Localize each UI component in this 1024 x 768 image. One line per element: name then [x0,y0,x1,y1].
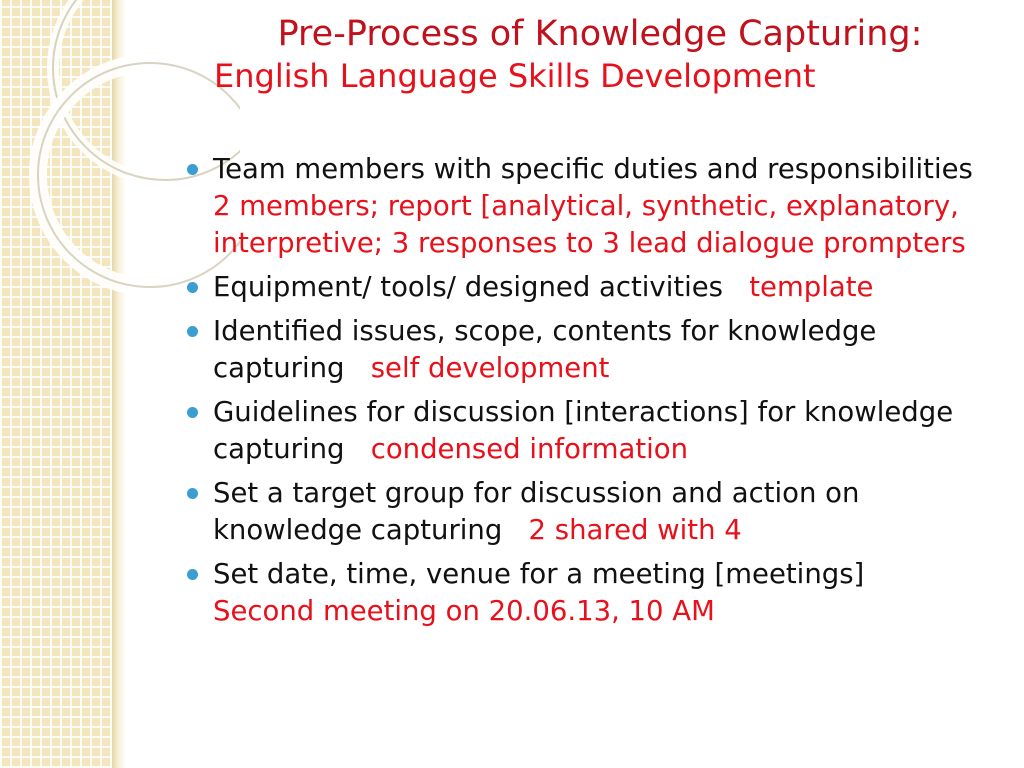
bullet-text: Set a target group for discussion and action on knowledge capturing [213,477,860,546]
bullet-dot-icon [187,407,198,418]
bullet-item [185,313,1005,387]
bullet-note: self development [370,352,610,384]
bullet-item [185,556,1005,630]
bullet-text: Equipment/ tools/ designed activities [213,271,724,303]
bullet-note: 2 shared with 4 [528,514,742,546]
slide-header [200,12,1000,96]
bullet-text: Set date, time, venue for a meeting [meetings] [213,558,865,590]
bullet-text: Guidelines for discussion [interactions] for knowledge capturing [213,396,954,465]
bullet-item [185,394,1005,468]
bullet-item [185,269,1005,306]
slide-subtitle: English Language Skills Development [214,57,816,95]
bullet-text: Team members with specific duties and responsibilities [213,153,973,185]
bullet-dot-icon [187,326,198,337]
bullet-list [185,151,1005,637]
bullet-dot-icon [187,488,198,499]
bullet-item [185,475,1005,549]
bullet-text: Identified issues, scope, contents for knowledge capturing [213,315,877,384]
bullet-note: Second meeting on 20.06.13, 10 AM [213,595,715,627]
bullet-dot-icon [187,164,198,175]
bullet-item [185,151,1005,262]
bullet-dot-icon [187,569,198,580]
bullet-note: condensed information [370,433,689,465]
bullet-dot-icon [187,282,198,293]
bullet-note: template [749,271,874,303]
bullet-note: 2 members; report [analytical, synthetic, explanatory, interpretive; 3 responses to 3 lead dialogue prompters [213,190,966,259]
slide-title: Pre-Process of Knowledge Capturing: [277,14,923,54]
